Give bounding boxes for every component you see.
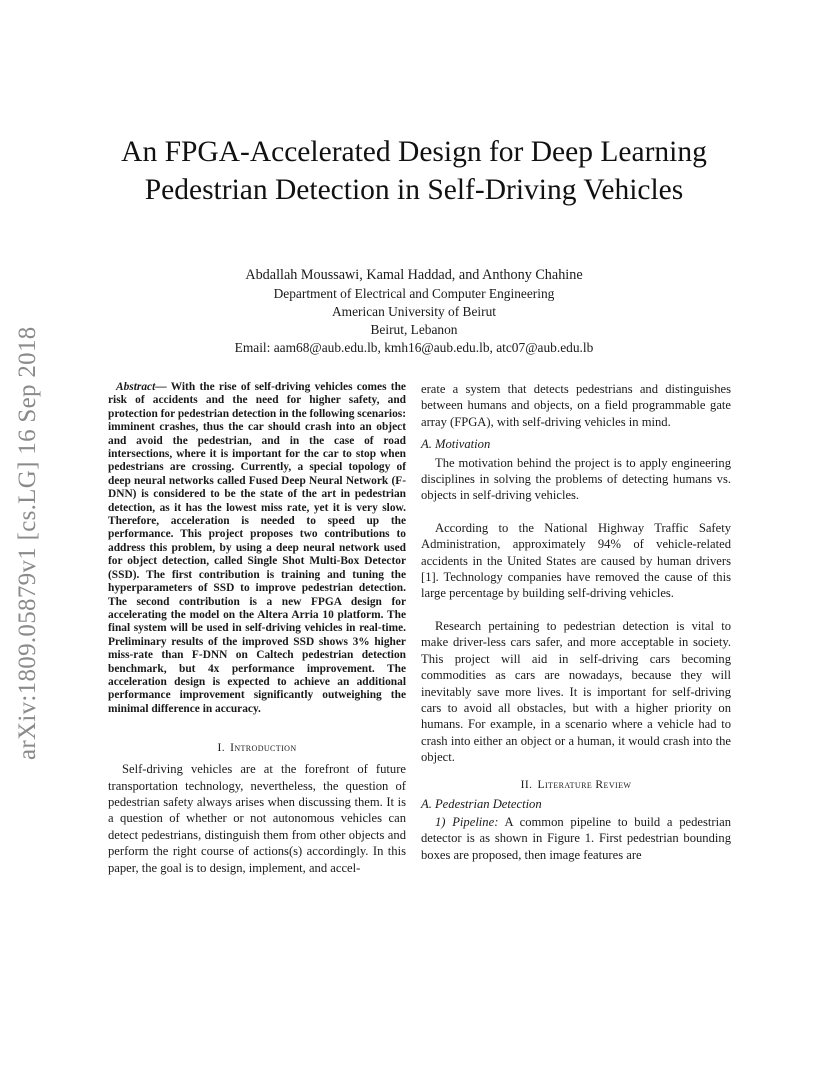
pipeline-text: A common pipeline to build a pedestrian detector is as shown in Figure 1. First pedestrian bounding boxes are proposed, then image features are <box>421 814 731 862</box>
abstract <box>108 381 406 716</box>
section-number: II. <box>520 777 533 791</box>
left-column <box>108 381 406 876</box>
subsection-heading-motivation: A. Motivation <box>421 437 491 452</box>
abstract-dash: — <box>155 381 167 393</box>
section-heading-introduction <box>108 741 406 754</box>
section-number: I. <box>217 741 226 755</box>
motivation-paragraph-3: Research pertaining to pedestrian detection is vital to make driver-less cars safer, and more acceptable in society. This project will aid in self-driving cars becoming commodities as cars are nowadays, because they will inevitably save more lives. It is important for self-driving cars to avoid all obstacles, but with a higher priority on humans. For example, in a scenario where a vehicle had to crash into either an object or a human, it would crash into the object. <box>421 618 731 765</box>
author-location: Beirut, Lebanon <box>370 322 458 337</box>
intro-continuation: erate a system that detects pedestrians and distinguishes between humans and objects, on a field programmable gate array (FPGA), with self-driving vehicles in mind. <box>421 382 731 429</box>
section-title: Literature Review <box>537 777 632 791</box>
motivation-paragraph-1: The motivation behind the project is to apply engineering disciplines in solving the problems of detecting humans vs. objects in self-driving vehicles. <box>421 455 731 503</box>
author-block <box>90 265 738 357</box>
pipeline-label: 1) Pipeline: <box>435 814 499 829</box>
section-heading-literature-review <box>421 778 731 791</box>
pipeline-paragraph <box>421 814 731 863</box>
subsection-heading-pedestrian-detection: A. Pedestrian Detection <box>421 796 542 811</box>
abstract-label: Abstract <box>116 381 156 393</box>
arxiv-side-stamp: arXiv:1809.05879v1 [cs.LG] 16 Sep 2018 <box>14 326 41 760</box>
motivation-paragraph-2: According to the National Highway Traffic Safety Administration, approximately 94% of vehicle-related accidents in the United States are caused by human drivers [1]. Technology companies have removed the cause of this large percentage by building self-driving vehicles. <box>421 520 731 601</box>
author-email: Email: aam68@aub.edu.lb, kmh16@aub.edu.lb, atc07@aub.edu.lb <box>234 340 594 355</box>
intro-paragraph: Self-driving vehicles are at the forefront of future transportation technology, nevertheless, the question of pedestrian safety always arises when discussing them. It is a question of whether or not autonomous vehicles can detect pedestrians, distinguish them from other objects and perform the right course of actions(s) accordingly. In this paper, the goal is to design, implement, and accel- <box>108 762 406 875</box>
paper-title: An FPGA-Accelerated Design for Deep Learning Pedestrian Detection in Self-Driving Vehicles <box>121 136 707 206</box>
section-title: Introduction <box>230 741 297 755</box>
author-names: Abdallah Moussawi, Kamal Haddad, and Anthony Chahine <box>245 267 583 283</box>
abstract-text: With the rise of self-driving vehicles comes the risk of accidents and the need for higher safety, and protection for pedestrian detection in the following scenarios: imminent crashes, thus the car should crash into an object and avoid the pedestrian, and in the case of road intersections, where it is important for the car to stop when pedestrians are crossing. Currently, a special topology of deep neural networks called Fused Deep Neural Network (F-DNN) is considered to be the state of the art in pedestrian detection, as it has the lowest miss rate, yet it is very slow. Therefore, acceleration is needed to speed up the performance. This project proposes two contributions to address this problem, by using a deep neural network used for object detection, called Single Shot Multi-Box Detector (SSD). The first contribution is training and tuning the hyperparameters of SSD to improve pedestrian detection. The second contribution is a new FPGA design for accelerating the model on the Altera Arria 10 platform. The final system will be used in self-driving vehicles in real-time. Preliminary results of the improved SSD shows 3% higher miss-rate than F-DNN on Caltech pedestrian detection benchmark, but 4x performance improvement. The acceleration design is expected to achieve an additional performance improvement significantly outweighing the minimal difference in accuracy. <box>108 381 406 715</box>
right-column <box>421 381 731 863</box>
author-university: American University of Beirut <box>332 304 496 319</box>
author-department: Department of Electrical and Computer Engineering <box>273 286 555 301</box>
